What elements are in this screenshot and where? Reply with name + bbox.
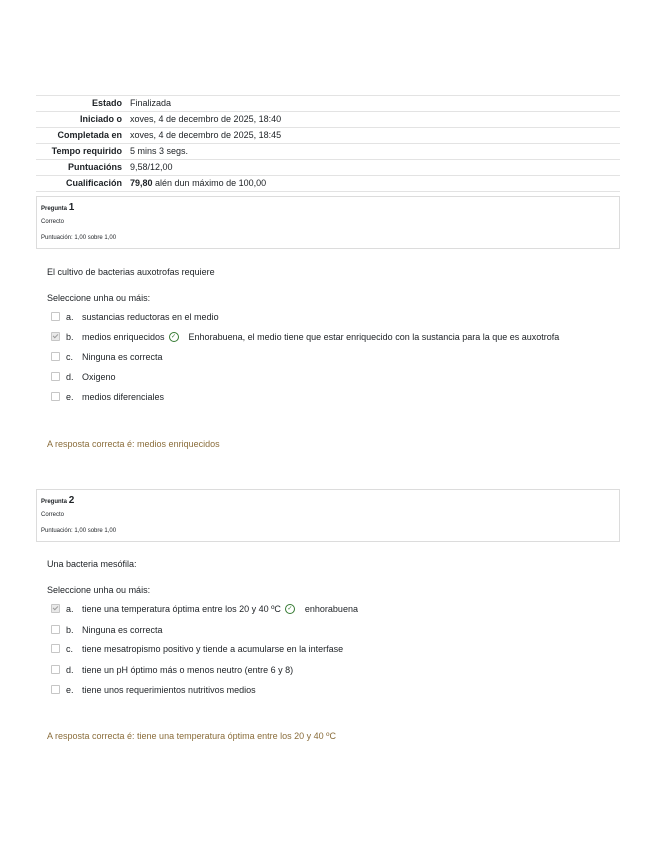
question-1-text: El cultivo de bacterias auxotrofas requiere [47,267,215,277]
summary-key: Puntuacións [36,160,130,176]
question-2-text: Una bacteria mesófila: [47,559,137,569]
question-2-option-d[interactable] [51,664,293,676]
option-text: tiene un pH óptimo más o menos neutro (entre 6 y 8) [82,665,294,675]
option-letter: a. [66,312,74,322]
option-feedback: enhorabuena [304,604,358,614]
option-text: tiene una temperatura óptima entre los 20 y 40 ºC [82,604,281,614]
question-number-value: 1 [68,202,75,213]
summary-row-time [36,144,620,160]
option-letter: b. [66,625,74,635]
check-circle-icon: ✓ [285,604,295,614]
question-1-option-d[interactable] [51,371,116,383]
question-1-info [36,196,620,249]
summary-key: Cualificación [36,176,130,192]
question-2-option-c[interactable] [51,643,343,655]
checkbox[interactable] [51,644,60,653]
question-grade: Puntuación: 1,00 sobre 1,00 [41,528,117,534]
option-text: tiene mesatropismo positivo y tiende a acumularse en la interfase [82,644,344,654]
option-letter: c. [66,352,74,362]
option-text: sustancias reductoras en el medio [82,312,219,322]
option-text: Ninguna es correcta [82,625,163,635]
question-number [41,202,74,213]
summary-value: Finalizada [130,96,620,112]
option-feedback: Enhorabuena, el medio tiene que estar enriquecido con la sustancia para la que es auxotrofa [188,332,560,342]
question-2-option-b[interactable] [51,624,163,636]
summary-key: Completada en [36,128,130,144]
checkbox[interactable] [51,372,60,381]
option-text: medios diferenciales [82,392,165,402]
question-2-right-answer: A resposta correcta é: tiene una temperatura óptima entre los 20 y 40 ºC [47,731,336,741]
question-1-right-answer: A resposta correcta é: medios enriquecidos [47,439,220,449]
summary-value [130,176,620,192]
option-text: Oxigeno [82,372,116,382]
question-1-option-a[interactable] [51,311,219,323]
summary-row-started [36,112,620,128]
summary-key: Tempo requirido [36,144,130,160]
question-2-prompt: Seleccione unha ou máis: [47,585,151,595]
option-text: Ninguna es correcta [82,352,163,362]
checkbox-checked[interactable] [51,604,60,613]
question-1-option-c[interactable] [51,351,163,363]
checkbox[interactable] [51,392,60,401]
option-letter: d. [66,665,74,675]
checkbox[interactable] [51,665,60,674]
summary-key: Iniciado o [36,112,130,128]
option-letter: d. [66,372,74,382]
question-label: Pregunta [41,206,68,212]
question-state: Correcto [41,512,65,518]
summary-value: 9,58/12,00 [130,160,620,176]
grade-bold-value: 79,80 [130,178,153,188]
summary-value: xoves, 4 de decembro de 2025, 18:45 [130,128,620,144]
question-number [41,495,74,506]
option-letter: b. [66,332,74,342]
question-1-option-e[interactable] [51,391,164,403]
summary-row-marks [36,160,620,176]
question-2-info [36,489,620,542]
question-number-value: 2 [68,495,75,506]
question-label: Pregunta [41,499,68,505]
question-grade: Puntuación: 1,00 sobre 1,00 [41,235,117,241]
question-1-prompt: Seleccione unha ou máis: [47,293,151,303]
summary-row-completed [36,128,620,144]
checkbox-checked[interactable] [51,332,60,341]
option-letter: e. [66,392,74,402]
checkbox[interactable] [51,685,60,694]
checkbox[interactable] [51,352,60,361]
option-letter: e. [66,685,74,695]
option-text: medios enriquecidos [82,332,165,342]
question-state: Correcto [41,219,65,225]
summary-value: 5 mins 3 segs. [130,144,620,160]
option-letter: a. [66,604,74,614]
question-2-option-a[interactable] [51,603,358,615]
question-2-option-e[interactable] [51,684,256,696]
summary-row-state [36,96,620,112]
question-1-option-b[interactable] [51,331,559,343]
grade-suffix: alén dun máximo de 100,00 [152,178,267,188]
attempt-summary-table [36,95,620,192]
option-letter: c. [66,644,74,654]
summary-key: Estado [36,96,130,112]
checkbox[interactable] [51,312,60,321]
summary-row-grade [36,176,620,192]
checkbox[interactable] [51,625,60,634]
option-text: tiene unos requerimientos nutritivos medios [82,685,256,695]
summary-value: xoves, 4 de decembro de 2025, 18:40 [130,112,620,128]
check-circle-icon: ✓ [169,332,179,342]
